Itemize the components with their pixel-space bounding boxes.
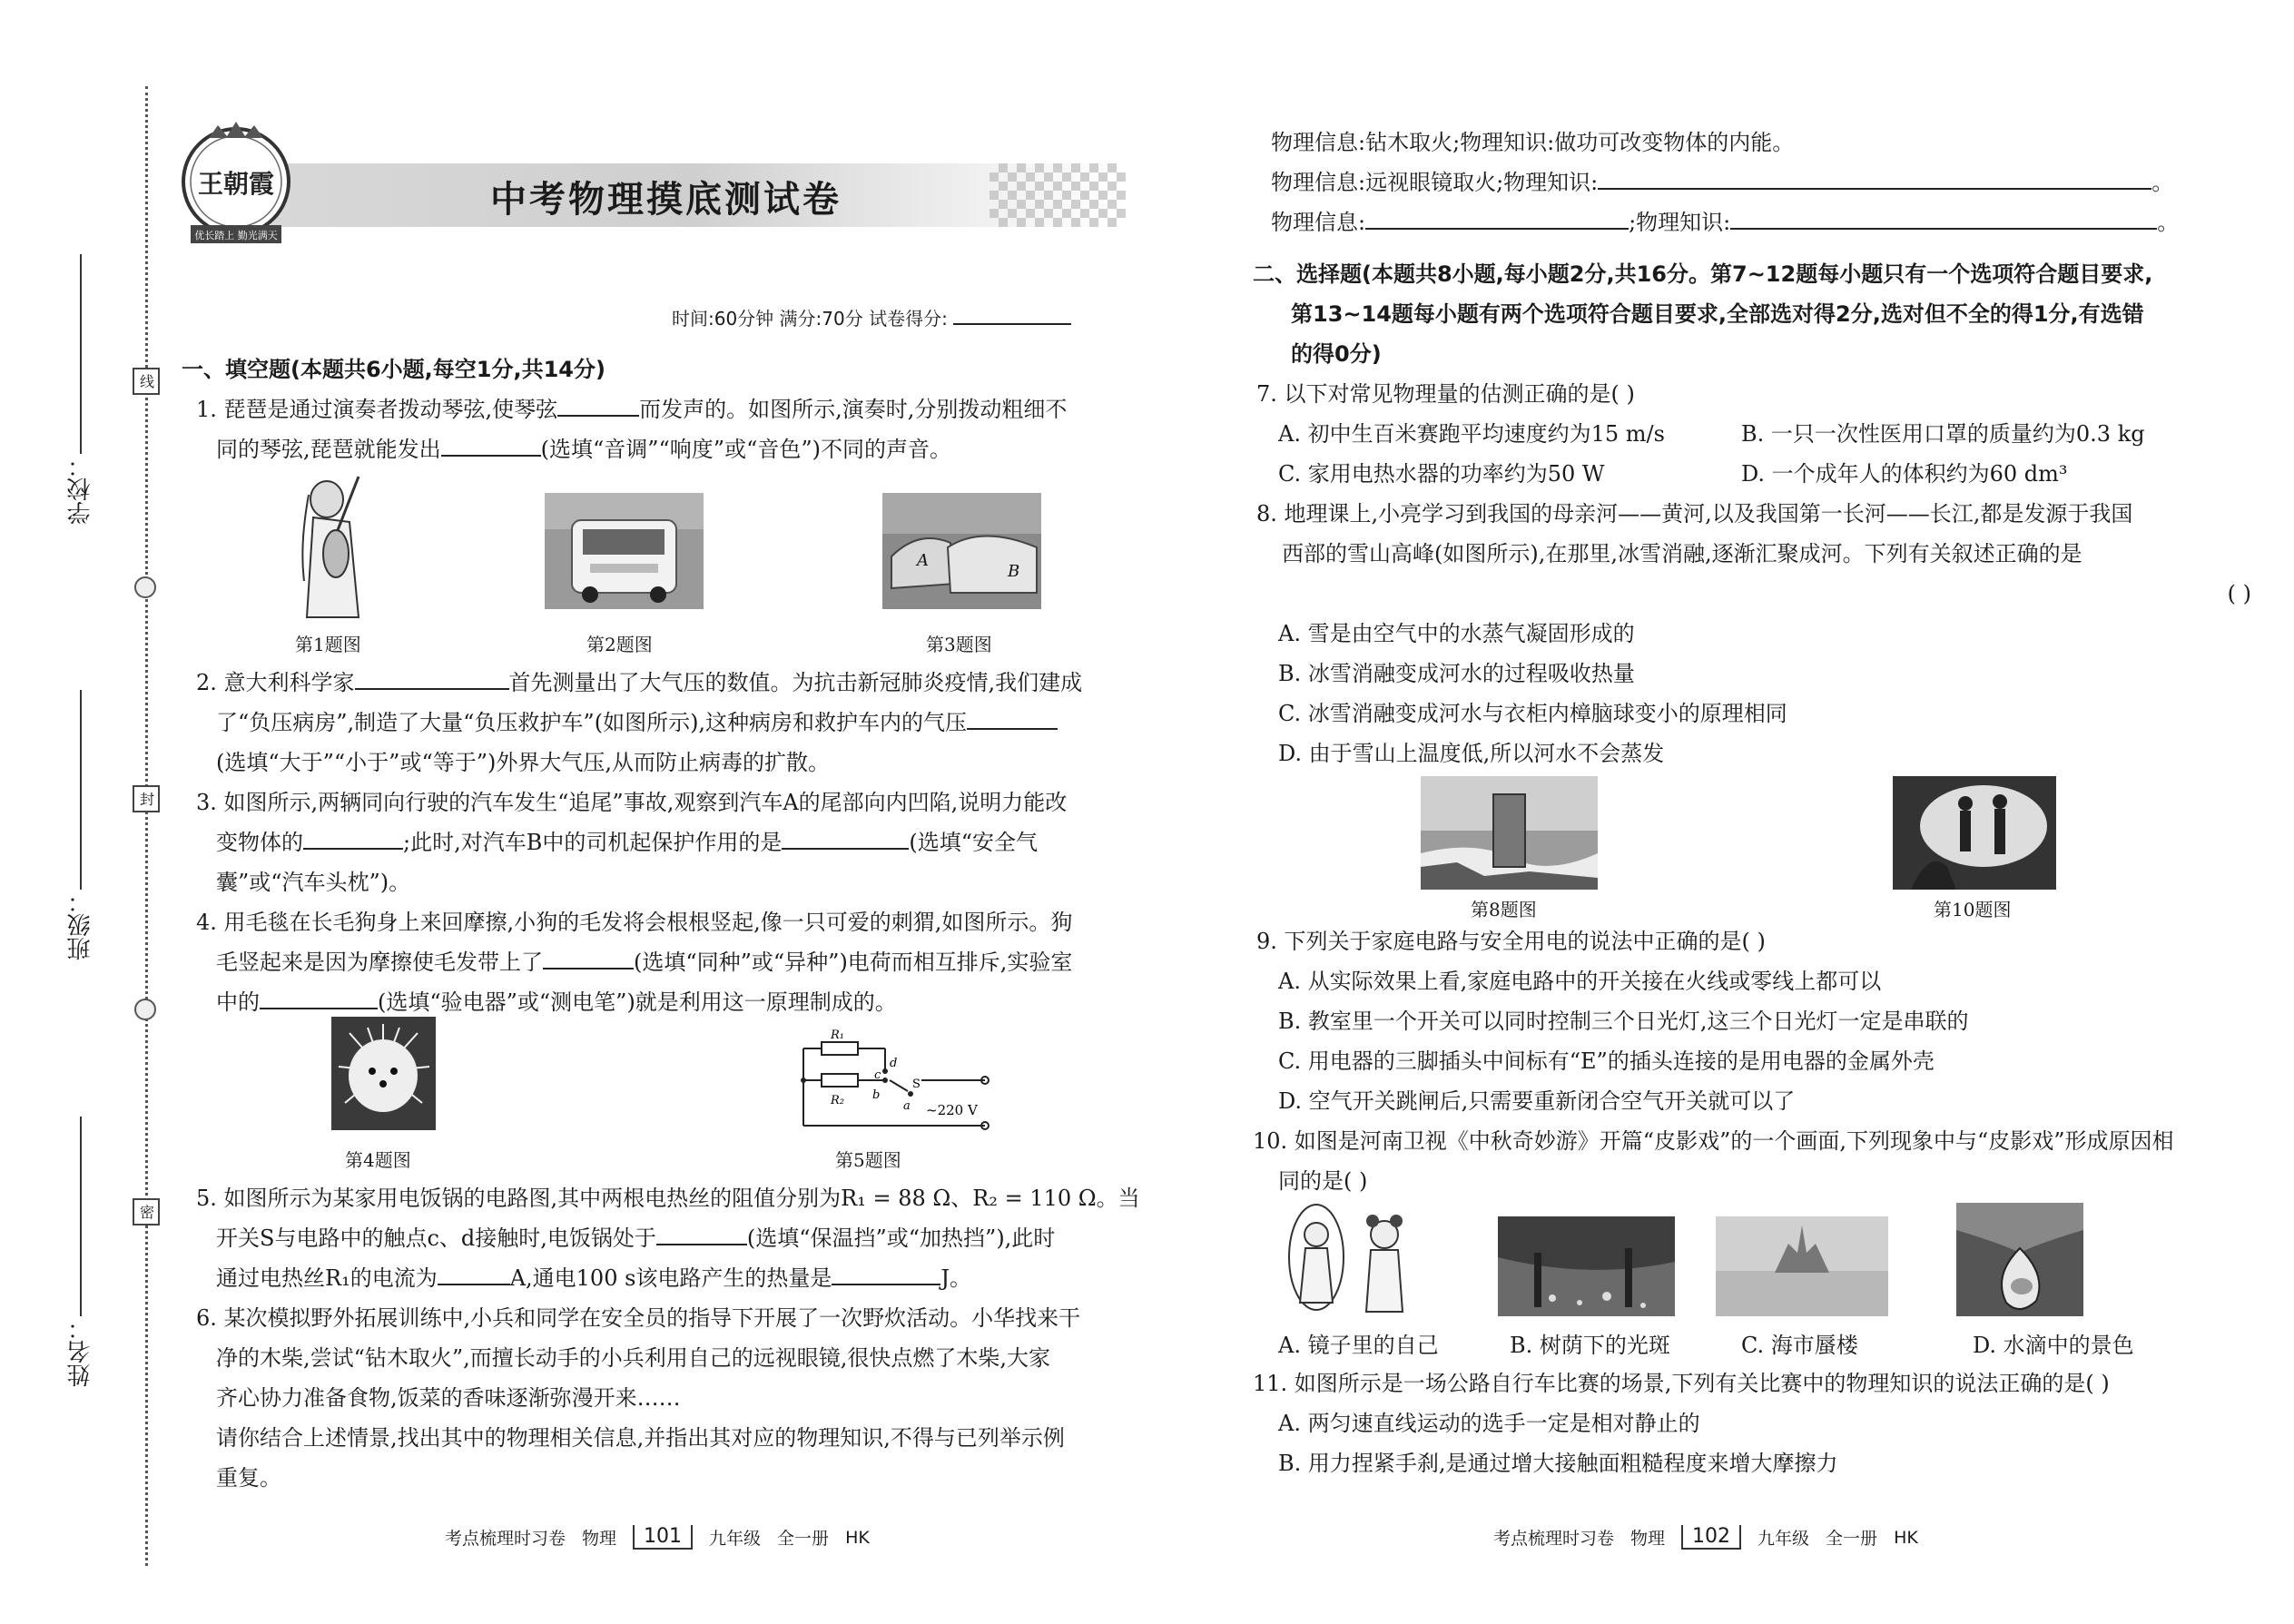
option-a[interactable]: A. 初中生百米赛跑平均速度约为15 m/s bbox=[1278, 421, 1665, 447]
page-right bbox=[1253, 0, 2251, 1624]
answer-blank[interactable] bbox=[782, 824, 909, 850]
info-line-2: 物理信息: ;物理知识: 。 bbox=[1271, 202, 2269, 242]
pipa-player-image bbox=[281, 472, 381, 622]
school-label: 学校： bbox=[67, 454, 94, 525]
svg-text:a: a bbox=[903, 1099, 911, 1113]
seal-marker-seal: 封 bbox=[133, 785, 160, 812]
questions-2-4 bbox=[182, 663, 1171, 1022]
answer-blank[interactable] bbox=[1730, 204, 2157, 230]
section-fill-blank bbox=[182, 349, 1162, 469]
answer-blank[interactable] bbox=[656, 1220, 747, 1245]
answer-blank[interactable] bbox=[967, 704, 1058, 730]
svg-text:b: b bbox=[872, 1088, 881, 1102]
seal-circle bbox=[134, 999, 156, 1020]
svg-text:优长踏上 勤光满天: 优长踏上 勤光满天 bbox=[194, 230, 278, 241]
option-c[interactable]: C. 冰雪消融变成河水与衣柜内樟脑球变小的原理相同 bbox=[1278, 701, 1787, 726]
questions-5-6 bbox=[182, 1178, 1171, 1498]
question-11-block bbox=[1253, 1363, 2260, 1483]
fluffy-dog-image bbox=[331, 1017, 436, 1130]
option-b[interactable]: B. 冰雪消融变成河水的过程吸收热量 bbox=[1278, 661, 1635, 686]
question-9: 9. 下列关于家庭电路与安全用电的说法中正确的是( ) bbox=[1256, 929, 1766, 954]
binding-margin bbox=[0, 0, 159, 1624]
tree-shade-image bbox=[1498, 1216, 1675, 1316]
ambulance-image bbox=[545, 493, 704, 609]
option-d[interactable]: D. 空气开关跳闸后,只需要重新闭合空气开关就可以了 bbox=[1278, 1088, 1796, 1114]
question-8: 8. 地理课上,小亮学习到我国的母亲河——黄河,以及我国第一长河——长江,都是发源于我国 西部的雪山高峰(如图所示),在那里,冰雪消融,逐渐汇聚成河。下列有关叙述正确的是 bbox=[1256, 501, 2133, 566]
mirage-image bbox=[1716, 1216, 1888, 1316]
question-7: 7. 以下对常见物理量的估测正确的是( ) bbox=[1256, 381, 1635, 407]
name-field bbox=[64, 1117, 97, 1387]
answer-blank[interactable] bbox=[1598, 164, 2151, 190]
question-2: 2. 意大利科学家 首先测量出了大气压的数值。为抗击新冠肺炎疫情,我们建成 了“负压病房”,制造了大量“负压救护车”(如图所示),这种病房和救护车内的气压 (选填“大于”“小于”或“等于”)外界大气压,从而防止病毒的扩散。 bbox=[182, 663, 1171, 782]
q8-options bbox=[1253, 614, 2260, 773]
option-a[interactable]: A. 镜子里的自己 bbox=[1278, 1333, 1439, 1358]
mirror-girl-image bbox=[1280, 1203, 1430, 1321]
footer-right: 考点梳理时习卷 物理 102 九年级 全一册 HK bbox=[1493, 1525, 1918, 1549]
answer-blank[interactable] bbox=[303, 824, 403, 850]
q11-options bbox=[1253, 1403, 2260, 1483]
class-label: 班级： bbox=[67, 890, 94, 960]
caption-fig4: 第4题图 bbox=[345, 1149, 411, 1171]
answer-blank[interactable] bbox=[355, 664, 509, 690]
question-10: 10. 如图是河南卫视《中秋奇妙游》开篇“皮影戏”的一个画面,下列现象中与“皮影戏”形成原因相 同的是( ) bbox=[1253, 1128, 2174, 1194]
svg-text:S: S bbox=[912, 1078, 921, 1091]
question-11: 11. 如图所示是一场公路自行车比赛的场景,下列有关比赛中的物理知识的说法正确的是( ) bbox=[1253, 1371, 2110, 1396]
score-blank[interactable] bbox=[953, 300, 1071, 325]
footer-left: 考点梳理时习卷 物理 101 九年级 全一册 HK bbox=[445, 1525, 870, 1549]
seal-marker-line: 线 bbox=[133, 368, 160, 395]
answer-blank[interactable] bbox=[1365, 204, 1629, 230]
seal-circle bbox=[134, 576, 156, 598]
option-a[interactable]: A. 两匀速直线运动的选手一定是相对静止的 bbox=[1278, 1411, 1700, 1436]
section-2-title: 二、选择题(本题共8小题,每小题2分,共16分。第7~12题每小题只有一个选项符合题目要求, 第13~14题每小题有两个选项符合题目要求,全部选对得2分,选对但不全的得1分,有选错 的得0分) bbox=[1253, 261, 2153, 367]
option-a[interactable]: A. 雪是由空气中的水蒸气凝固形成的 bbox=[1278, 621, 1635, 646]
option-b[interactable]: B. 用力捏紧手刹,是通过增大接触面粗糙程度来增大摩擦力 bbox=[1278, 1451, 1838, 1476]
water-drop-image bbox=[1956, 1203, 2083, 1316]
svg-text:d: d bbox=[890, 1057, 898, 1070]
question-1: 1. 琵琶是通过演奏者拨动琴弦,使琴弦 而发声的。如图所示,演奏时,分别拨动粗细不 同的琴弦,琵琶就能发出 (选填“音调”“响度”或“音色”)不同的声音。 bbox=[182, 389, 1162, 469]
option-c[interactable]: C. 用电器的三脚插头中间标有“E”的插头连接的是用电器的金属外壳 bbox=[1278, 1048, 1935, 1074]
page-number: 102 bbox=[1681, 1525, 1741, 1550]
car-crash-image bbox=[882, 493, 1041, 609]
answer-blank[interactable] bbox=[441, 431, 541, 457]
name-label: 姓名： bbox=[67, 1316, 94, 1387]
class-field bbox=[64, 690, 97, 960]
meta-text: 时间:60分钟 满分:70分 试卷得分: bbox=[672, 308, 948, 330]
answer-blank[interactable] bbox=[438, 1260, 510, 1285]
car-label-b: B bbox=[1008, 562, 1020, 581]
caption-fig10: 第10题图 bbox=[1934, 899, 2012, 920]
section-1-title: 一、填空题(本题共6小题,每空1分,共14分) bbox=[182, 357, 605, 382]
option-b[interactable]: B. 教室里一个开关可以同时控制三个日光灯,这三个日光灯一定是串联的 bbox=[1278, 1009, 1969, 1034]
circuit-diagram bbox=[794, 1026, 1008, 1144]
page-title: 中考物理摸底测试卷 bbox=[490, 179, 842, 221]
page-number: 101 bbox=[633, 1525, 693, 1550]
q10-options bbox=[1278, 1325, 2259, 1365]
exam-meta bbox=[672, 300, 1071, 330]
car-label-a: A bbox=[917, 551, 929, 570]
snow-mountain-image bbox=[1421, 776, 1598, 890]
brand-logo bbox=[172, 118, 300, 254]
svg-text:c: c bbox=[874, 1068, 881, 1082]
svg-text:~220 V: ~220 V bbox=[926, 1102, 978, 1118]
page-left bbox=[163, 0, 1162, 1624]
option-c[interactable]: C. 家用电热水器的功率约为50 W bbox=[1278, 461, 1605, 487]
caption-fig2: 第2题图 bbox=[586, 634, 653, 655]
q9-options bbox=[1253, 961, 2260, 1121]
svg-text:王朝霞: 王朝霞 bbox=[197, 169, 275, 199]
q8-bracket: ( ) bbox=[2227, 581, 2251, 606]
answer-blank[interactable] bbox=[832, 1260, 940, 1285]
option-d[interactable]: D. 由于雪山上温度低,所以河水不会蒸发 bbox=[1278, 741, 1665, 766]
question-5: 5. 如图所示为某家用电饭锅的电路图,其中两根电热丝的阻值分别为R₁ = 88 Ω、R₂ = 110 Ω。当 开关S与电路中的触点c、d接触时,电饭锅处于 (选填“保温挡”或“加热挡”),此时 通过电热丝R₁的电流为 A,通电100 s该电路产生的热量是 J。 bbox=[196, 1186, 1140, 1291]
caption-fig3: 第3题图 bbox=[926, 634, 992, 655]
info-line-1: 物理信息:远视眼镜取火;物理知识: 。 bbox=[1271, 162, 2269, 202]
question-4: 4. 用毛毯在长毛狗身上来回摩擦,小狗的毛发将会根根竖起,像一只可爱的刺猬,如图所示。狗 毛竖起来是因为摩擦使毛发带上了 (选填“同种”或“异种”)电荷而相互排斥,实验室 中的 (选填“验电器”或“测电笔”)就是利用这一原理制成的。 bbox=[196, 910, 1073, 1015]
option-b[interactable]: B. 一只一次性医用口罩的质量约为0.3 kg bbox=[1741, 421, 2145, 447]
school-field bbox=[64, 254, 97, 525]
question-3: 3. 如图所示,两辆同向行驶的汽车发生“追尾”事故,观察到汽车A的尾部向内凹陷,说明力能改 变物体的 ;此时,对汽车B中的司机起保护作用的是 (选填“安全气 囊”或“汽车头枕”)。 bbox=[196, 790, 1068, 895]
section-choice bbox=[1253, 254, 2260, 773]
option-c[interactable]: C. 海市蜃楼 bbox=[1741, 1333, 1858, 1358]
cut-line bbox=[145, 86, 148, 1566]
svg-text:R₂: R₂ bbox=[831, 1094, 844, 1107]
info-line-example: 物理信息:钻木取火;物理知识:做功可改变物体的内能。 bbox=[1271, 130, 1795, 155]
answer-blank[interactable] bbox=[260, 984, 378, 1009]
svg-text:R₁: R₁ bbox=[831, 1029, 844, 1042]
q6-info-lines bbox=[1271, 123, 2269, 242]
option-a[interactable]: A. 从实际效果上看,家庭电路中的开关接在火线或零线上都可以 bbox=[1278, 969, 1882, 994]
option-d[interactable]: D. 一个成年人的体积约为60 dm³ bbox=[1741, 461, 2068, 487]
caption-fig5: 第5题图 bbox=[835, 1149, 901, 1171]
answer-blank[interactable] bbox=[557, 391, 639, 417]
q7-options bbox=[1253, 414, 2260, 494]
answer-blank[interactable] bbox=[543, 944, 634, 969]
questions-9-10 bbox=[1253, 921, 2260, 1201]
caption-fig8: 第8题图 bbox=[1471, 899, 1537, 920]
caption-fig1: 第1题图 bbox=[295, 634, 361, 655]
shadow-puppet-image bbox=[1893, 776, 2056, 890]
question-6: 6. 某次模拟野外拓展训练中,小兵和同学在安全员的指导下开展了一次野炊活动。小华找来干 净的木柴,尝试“钻木取火”,而擅长动手的小兵利用自己的远视眼镜,很快点燃了木柴,大家 齐心协力准备食物,饭菜的香味逐渐弥漫开来…… 请你结合上述情景,找出其中的物理相关信息,并指出其对应的物理知识,不得与已列举示例 重复。 bbox=[196, 1305, 1081, 1491]
option-d[interactable]: D. 水滴中的景色 bbox=[1973, 1333, 2134, 1358]
title-band bbox=[191, 136, 1180, 236]
seal-marker-secret: 密 bbox=[133, 1198, 160, 1225]
option-b[interactable]: B. 树荫下的光斑 bbox=[1510, 1333, 1670, 1358]
